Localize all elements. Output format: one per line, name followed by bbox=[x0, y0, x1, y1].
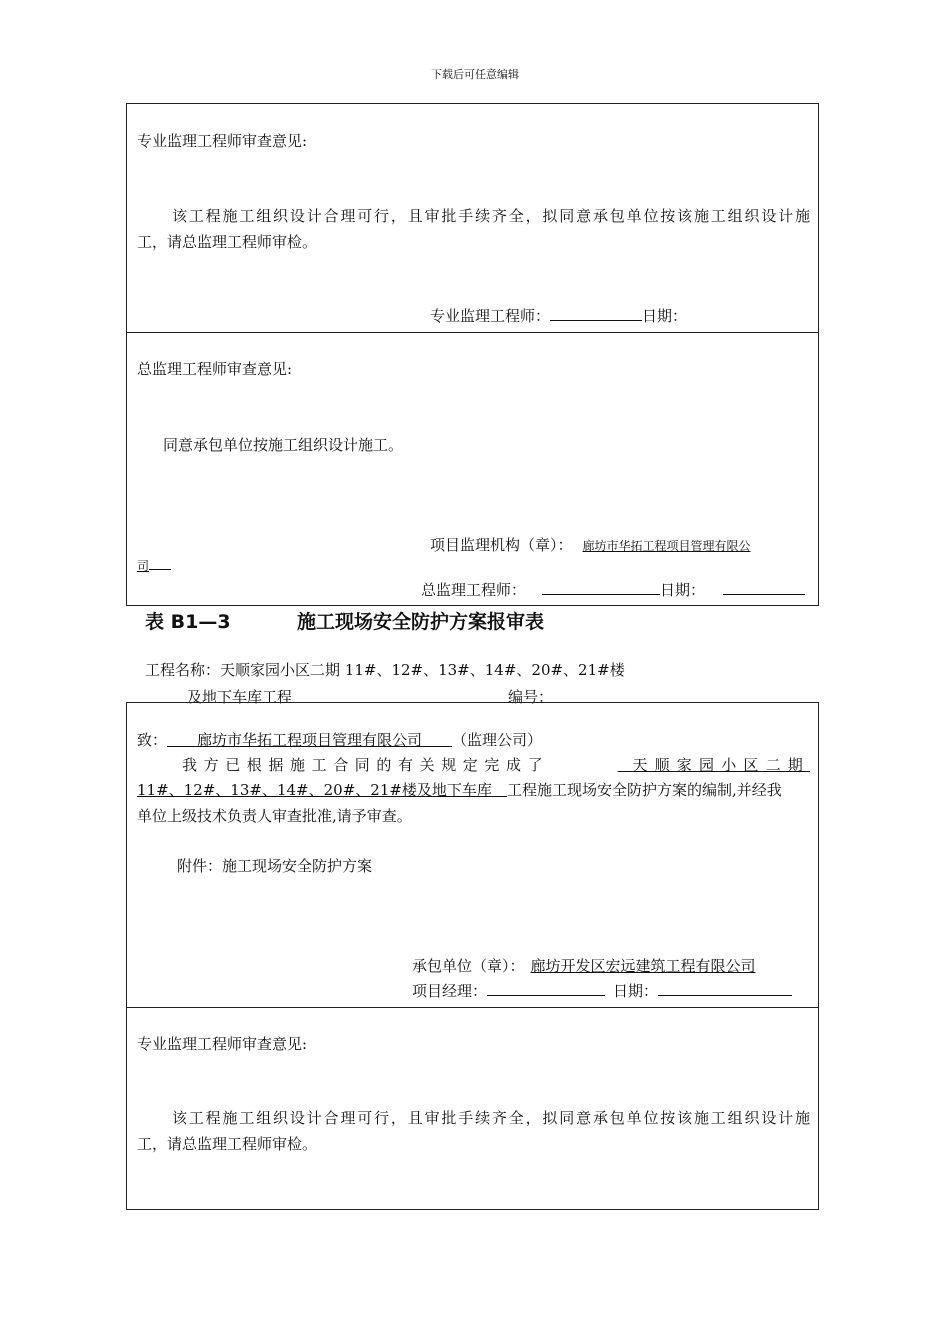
specialist-signature-blank[interactable] bbox=[550, 306, 642, 321]
chief-org-label: 项目监理机构（章）： bbox=[430, 536, 573, 554]
form-title: 施工现场安全防护方案报审表 bbox=[297, 611, 545, 633]
manager-blank[interactable] bbox=[487, 981, 605, 996]
attachment: 附件：施工现场安全防护方案 bbox=[177, 857, 373, 875]
chief-signer-label: 总监理工程师： bbox=[421, 581, 527, 599]
chief-org-name-cont: 司 bbox=[137, 557, 171, 574]
specialist-review-cell bbox=[126, 103, 819, 333]
header-note: 下载后可任意编辑 bbox=[431, 68, 519, 81]
project-name-label: 工程名称： bbox=[145, 661, 221, 679]
chief-signature-blank[interactable] bbox=[542, 580, 660, 595]
application-date-label: 日期： bbox=[613, 982, 659, 1000]
contractor-row bbox=[412, 955, 756, 976]
specialist-review-heading: 专业监理工程师审查意见: bbox=[137, 132, 308, 150]
addressee-row bbox=[137, 729, 542, 750]
application-body-line1: 我方已根据施工合同的有关规定完成了 天顺家园小区二期 bbox=[182, 756, 810, 774]
manager-label: 项目经理： bbox=[412, 982, 488, 1000]
bottom-opinion-line2: 工，请总监理工程师审检。 bbox=[137, 1135, 318, 1153]
contractor-label: 承包单位（章）： bbox=[412, 957, 525, 975]
application-body-line3: 单位上级技术负责人审查批准,请予审查。 bbox=[137, 807, 412, 825]
chief-date-blank[interactable] bbox=[723, 580, 805, 595]
application-body-line2: 11#、12#、13#、14#、20#、21#楼及地下车库 工程施工现场安全防护方案的编制,并经我 bbox=[137, 781, 782, 799]
form-number-label: 编号： bbox=[508, 688, 554, 706]
specialist-signature-row bbox=[430, 305, 687, 326]
contractor-name: 廊坊开发区宏远建筑工程有限公司 bbox=[530, 957, 756, 975]
bottom-opinion-line1: 该工程施工组织设计合理可行，且审批手续齐全，拟同意承包单位按该施工组织设计施 bbox=[172, 1109, 810, 1127]
project-ref: 天顺家园小区二期 bbox=[632, 756, 810, 774]
project-name-cont: 及地下车库工程 bbox=[187, 688, 293, 706]
specialist-signer-label: 专业监理工程师： bbox=[430, 307, 551, 325]
project-name-row bbox=[145, 659, 625, 680]
application-cell bbox=[126, 702, 819, 1008]
bottom-review-heading: 专业监理工程师审查意见: bbox=[137, 1035, 308, 1053]
chief-opinion: 同意承包单位按施工组织设计施工。 bbox=[163, 436, 404, 454]
supervisor-suffix: （监理公司） bbox=[452, 731, 543, 749]
form-code: 表 B1—3 bbox=[145, 611, 231, 633]
chief-date-label: 日期： bbox=[660, 581, 706, 599]
chief-review-cell bbox=[126, 332, 819, 606]
chief-org-name: 廊坊市华拓工程项目管理有限公 bbox=[582, 539, 751, 553]
specialist-date-label: 日期： bbox=[642, 307, 688, 325]
chief-org-row bbox=[430, 534, 751, 555]
specialist-opinion-line2: 工，请总监理工程师审检。 bbox=[137, 233, 318, 251]
bottom-specialist-review-cell bbox=[126, 1007, 819, 1210]
supervisor-company: 廊坊市华拓工程项目管理有限公司 bbox=[197, 731, 423, 749]
manager-row bbox=[412, 980, 792, 1001]
specialist-opinion-line1: 该工程施工组织设计合理可行，且审批手续齐全，拟同意承包单位按该施工组织设计施 bbox=[172, 207, 810, 225]
application-date-blank[interactable] bbox=[658, 981, 792, 996]
chief-signature-row bbox=[421, 579, 805, 600]
to-label: 致： bbox=[137, 731, 168, 749]
project-name: 天顺家园小区二期 11#、12#、13#、14#、20#、21#楼 bbox=[220, 661, 625, 679]
project-ref-cont: 11#、12#、13#、14#、20#、21#楼及地下车库 bbox=[137, 781, 492, 799]
chief-review-heading: 总监理工程师审查意见: bbox=[137, 360, 293, 378]
